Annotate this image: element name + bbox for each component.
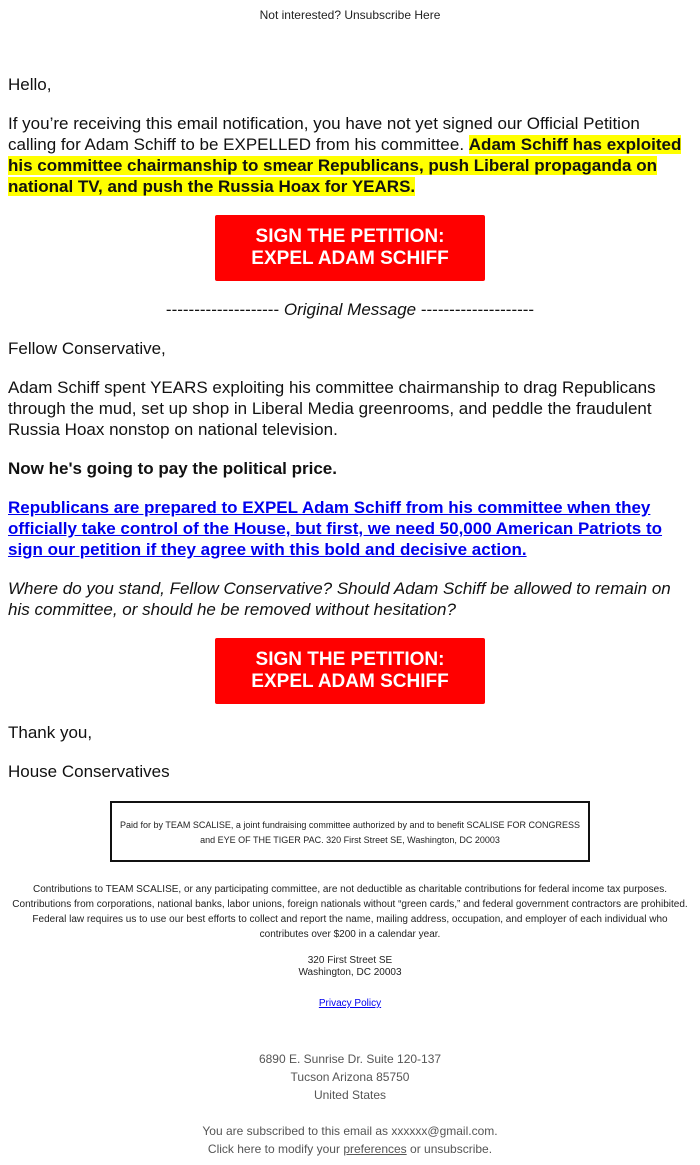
- button-line-1: SIGN THE PETITION:: [255, 649, 445, 670]
- signature: House Conservatives: [8, 762, 170, 781]
- original-message-divider: [8, 299, 692, 320]
- sign-petition-button-2[interactable]: [215, 638, 485, 704]
- closing: Thank you,: [8, 723, 93, 742]
- subscription-info: [0, 1122, 700, 1158]
- modify-preferences-line: [0, 1140, 700, 1158]
- paragraph-3: [8, 497, 692, 560]
- button-line-2: EXPEL ADAM SCHIFF: [251, 248, 449, 269]
- intro-paragraph: [8, 113, 692, 197]
- paragraph-1: Adam Schiff spent YEARS exploiting his committee chairmanship to drag Republicans through the mud, set up shop in Liberal Media greenrooms, and peddle the fraudulent Russia Hoax nonstop on national television.: [8, 378, 656, 439]
- contributions-disclaimer: Contributions to TEAM SCALISE, or any participating committee, are not deductible as charitable contributions for federal income tax purposes. Contributions from corporations, national banks, labor unions, foreign nationals without “green cards,” and federal government contractors are prohibited. Federal law requires us to use our best efforts to collect and report the name, mailing address, occupation, and employer of each individual who contributes over $200 in a calendar year.: [12, 884, 688, 940]
- address-line: Washington, DC 20003: [298, 967, 402, 978]
- unsubscribe-header: [0, 8, 700, 22]
- address-line: 320 First Street SE: [307, 955, 393, 966]
- petition-text-link[interactable]: Republicans are prepared to EXPEL Adam Schiff from his committee when they officially take control of the House, but first, we need 50,000 American Patriots to sign our petition if they agree with this bold and decisive action.: [8, 498, 663, 559]
- divider-label: Original Message: [283, 300, 417, 319]
- modify-prefix: Click here to modify your: [207, 1142, 344, 1156]
- email-body: [8, 74, 692, 800]
- paragraph-4: Where do you stand, Fellow Conservative? Should Adam Schiff be allowed to remain on his committee, or should he be removed without hesitation?: [8, 579, 671, 619]
- privacy-policy-wrap: [0, 998, 700, 1009]
- button-line-1: SIGN THE PETITION:: [255, 226, 445, 247]
- paid-for-text: Paid for by TEAM SCALISE, a joint fundraising committee authorized by and to benefit SCALISE FOR CONGRESS and EYE OF THE TIGER PAC. 320 First Street SE, Washington, DC 20003: [119, 820, 581, 845]
- mailing-address: [0, 1050, 700, 1104]
- unsubscribe-link[interactable]: Not interested? Unsubscribe Here: [259, 8, 441, 22]
- address-line: 6890 E. Sunrise Dr. Suite 120-137: [258, 1052, 442, 1066]
- subscribed-email-text: You are subscribed to this email as xxxxxx@gmail.com.: [202, 1124, 498, 1138]
- petition-button-wrap-1: [8, 215, 692, 281]
- sign-petition-button-1[interactable]: [215, 215, 485, 281]
- paid-for-disclaimer-box: [110, 801, 590, 862]
- greeting: Hello,: [8, 75, 52, 94]
- address-line: United States: [313, 1088, 387, 1102]
- paragraph-2: Now he's going to pay the political price.: [8, 459, 337, 478]
- privacy-policy-link[interactable]: Privacy Policy: [318, 998, 382, 1009]
- button-line-2: EXPEL ADAM SCHIFF: [251, 671, 449, 692]
- petition-button-wrap-2: [8, 638, 692, 704]
- address-line: Tucson Arizona 85750: [290, 1070, 410, 1084]
- modify-suffix: or unsubscribe.: [406, 1142, 493, 1156]
- divider-dashes-left: --------------------: [165, 300, 284, 319]
- divider-dashes-right: --------------------: [416, 300, 535, 319]
- salutation: Fellow Conservative,: [8, 339, 166, 358]
- intro-text: If you’re receiving this email notification, you have not yet signed our Official Petition calling for Adam Schiff to be EXPELLED from his committee.: [8, 114, 640, 154]
- preferences-link[interactable]: preferences: [343, 1142, 407, 1156]
- intro-highlight: Adam Schiff has exploited his committee chairmanship to smear Republicans, push Liberal propaganda on national TV, and push the Russia Hoax for YEARS.: [8, 135, 682, 196]
- committee-address: [0, 955, 700, 979]
